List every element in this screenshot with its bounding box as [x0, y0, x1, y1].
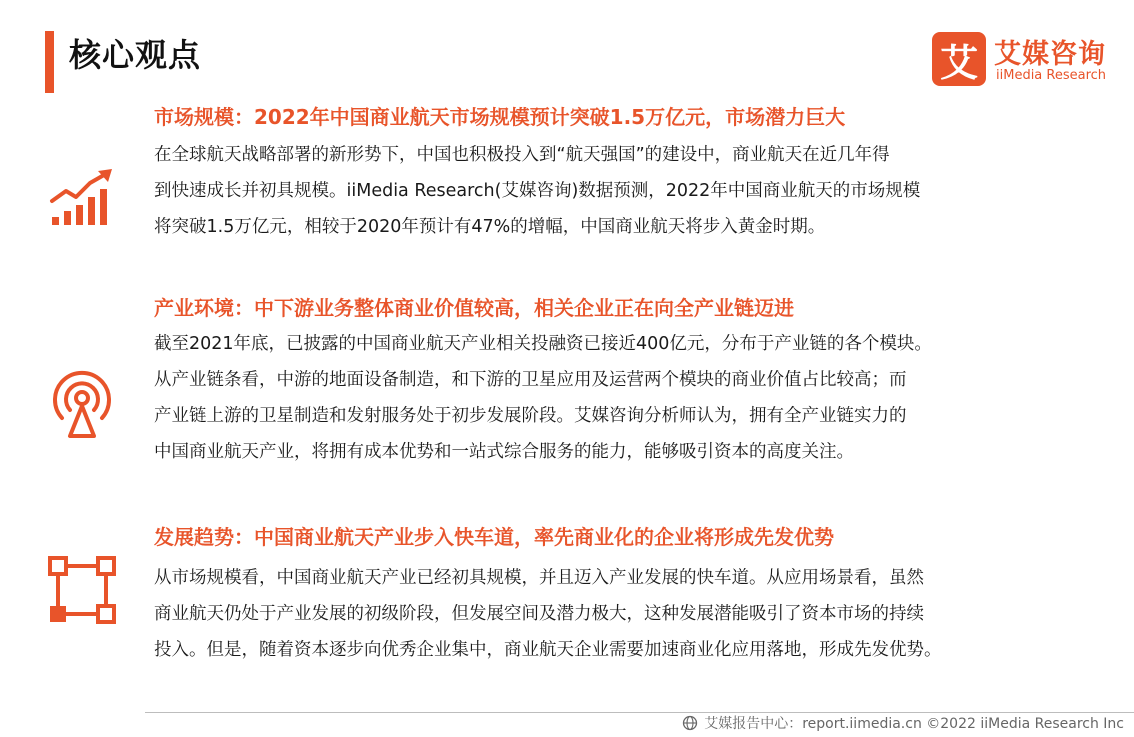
body-line: 将突破1.5万亿元，相较于2020年预计有47%的增幅，中国商业航天将步入黄金时期。 [154, 217, 826, 237]
globe-icon [682, 715, 698, 731]
footer [682, 713, 1124, 733]
network-nodes-icon [46, 554, 118, 626]
logo-mark: 艾 [932, 32, 986, 86]
body-line: 截至2021年底，已披露的中国商业航天产业相关投融资已接近400亿元，分布于产业链的各个模块。 [154, 334, 932, 354]
body-line: 从产业链条看，中游的地面设备制造，和下游的卫星应用及运营两个模块的商业价值占比较高；而 [154, 370, 907, 390]
section-heading: 市场规模：2022年中国商业航天市场规模预计突破1.5万亿元，市场潜力巨大 [154, 105, 846, 129]
footer-text: 艾媒报告中心：report.iimedia.cn ©2022 iiMedia Research Inc [704, 716, 1124, 732]
title-accent-bar [45, 31, 54, 93]
logo-name-cn: 艾媒咨询 [994, 39, 1106, 70]
section-body [154, 137, 1114, 245]
section-heading: 产业环境：中下游业务整体商业价值较高，相关企业正在向全产业链迈进 [154, 296, 794, 320]
body-line: 中国商业航天产业，将拥有成本优势和一站式综合服务的能力，能够吸引资本的高度关注。 [154, 442, 854, 462]
body-line: 从市场规模看，中国商业航天产业已经初具规模，并且迈入产业发展的快车道。从应用场景看，虽然 [154, 568, 924, 588]
section-body [154, 326, 1114, 470]
page-title: 核心观点 [69, 36, 202, 74]
section-heading: 发展趋势：中国商业航天产业步入快车道，率先商业化的企业将形成先发优势 [154, 525, 834, 549]
iimedia-logo [932, 32, 1122, 88]
body-line: 商业航天仍处于产业发展的初级阶段，但发展空间及潜力极大，这种发展潜能吸引了资本市场的持续 [154, 604, 924, 624]
section-body [154, 560, 1114, 668]
body-line: 到快速成长并初具规模。iiMedia Research(艾媒咨询)数据预测，2022年中国商业航天的市场规模 [154, 181, 921, 201]
signal-tower-icon [46, 368, 118, 440]
body-line: 在全球航天战略部署的新形势下，中国也积极投入到“航天强国”的建设中，商业航天在近几年得 [154, 145, 890, 165]
body-line: 产业链上游的卫星制造和发射服务处于初步发展阶段。艾媒咨询分析师认为，拥有全产业链实力的 [154, 406, 907, 426]
body-line: 投入。但是，随着资本逐步向优秀企业集中，商业航天企业需要加速商业化应用落地，形成先发优势。 [154, 640, 942, 660]
logo-name-en: iiMedia Research [996, 68, 1107, 83]
growth-chart-icon [46, 165, 118, 237]
